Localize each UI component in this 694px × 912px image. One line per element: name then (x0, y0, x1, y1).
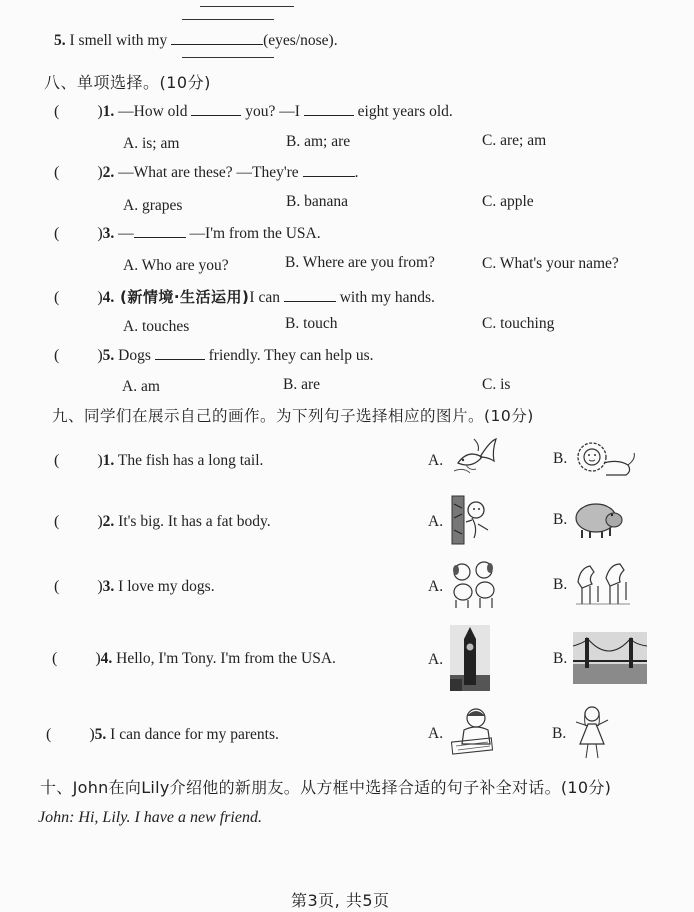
option-a[interactable]: A. touches (123, 318, 190, 335)
writing-line (182, 57, 274, 58)
answer-blank[interactable] (171, 32, 263, 45)
dogs-drawing-icon[interactable] (448, 558, 502, 610)
lion-drawing-icon[interactable] (574, 437, 638, 479)
section9-question-4: ( )4. Hello, I'm Tony. I'm from the USA. (52, 650, 336, 667)
option-b[interactable]: B. am; are (286, 133, 351, 150)
section9-question-2: ( )2. It's big. It has a fat body. (54, 513, 271, 530)
fish-drawing-icon[interactable] (450, 435, 500, 477)
answer-blank[interactable] (155, 347, 205, 360)
section9-question-1: ( )1. The fish has a long tail. (54, 452, 264, 469)
choice-b-label[interactable]: B. (552, 725, 567, 742)
writing-line (182, 19, 274, 20)
option-b[interactable]: B. Where are you from? (285, 254, 435, 271)
choice-a-label[interactable]: A. (428, 452, 444, 469)
horses-drawing-icon[interactable] (572, 558, 632, 608)
section8-question-4: ( )4. (新情境·生活运用)I can with my hands. (54, 288, 435, 306)
dancing-girl-icon[interactable] (572, 702, 612, 762)
option-a[interactable]: A. is; am (123, 135, 180, 152)
option-c[interactable]: C. touching (482, 315, 555, 332)
page-number: 第3页, 共5页 (291, 891, 390, 910)
choice-a-label[interactable]: A. (428, 725, 444, 742)
option-c[interactable]: C. apple (482, 193, 534, 210)
option-b[interactable]: B. banana (286, 193, 348, 210)
answer-blank[interactable] (284, 289, 336, 302)
top-question-5: 5. I smell with my (eyes/nose). (54, 32, 338, 49)
option-a[interactable]: A. grapes (123, 197, 183, 214)
section8-question-5: ( )5. Dogs friendly. They can help us. (54, 347, 374, 364)
section8-heading: 八、单项选择。(10分) (44, 73, 211, 92)
section8-question-1: ( )1. —How old you? —I eight years old. (54, 103, 453, 120)
hippo-drawing-icon[interactable] (572, 498, 624, 540)
section9-question-5: ( )5. I can dance for my parents. (46, 726, 279, 743)
option-c[interactable]: C. What's your name? (482, 255, 619, 272)
choice-b-label[interactable]: B. (553, 450, 568, 467)
choice-b-label[interactable]: B. (553, 511, 568, 528)
answer-blank[interactable] (191, 103, 241, 116)
answer-blank[interactable] (134, 225, 186, 238)
option-b[interactable]: B. are (283, 376, 321, 393)
dialogue-line-1: John: Hi, Lily. I have a new friend. (38, 809, 262, 826)
choice-a-label[interactable]: A. (428, 578, 444, 595)
boy-drawing-icon[interactable] (448, 706, 504, 756)
big-ben-photo[interactable] (450, 625, 490, 691)
section9-heading: 九、同学们在展示自己的画作。为下列句子选择相应的图片。(10分) (52, 407, 534, 425)
option-b[interactable]: B. touch (285, 315, 338, 332)
monkey-drawing-icon[interactable] (448, 494, 496, 546)
choice-a-label[interactable]: A. (428, 651, 444, 668)
section8-question-3: ( )3. — —I'm from the USA. (54, 225, 321, 242)
choice-b-label[interactable]: B. (553, 650, 568, 667)
section9-question-3: ( )3. I love my dogs. (54, 578, 215, 595)
answer-blank[interactable] (303, 164, 355, 177)
option-a[interactable]: A. Who are you? (123, 257, 229, 274)
choice-a-label[interactable]: A. (428, 513, 444, 530)
option-a[interactable]: A. am (122, 378, 160, 395)
option-c[interactable]: C. is (482, 376, 511, 393)
option-c[interactable]: C. are; am (482, 132, 547, 149)
answer-blank[interactable] (304, 103, 354, 116)
section10-heading: 十、John在向Lily介绍他的新朋友。从方框中选择合适的句子补全对话。(10分) (40, 778, 612, 797)
section8-question-2: ( )2. —What are these? —They're . (54, 164, 359, 181)
writing-line (200, 6, 294, 7)
choice-b-label[interactable]: B. (553, 576, 568, 593)
golden-gate-photo[interactable] (573, 632, 647, 684)
